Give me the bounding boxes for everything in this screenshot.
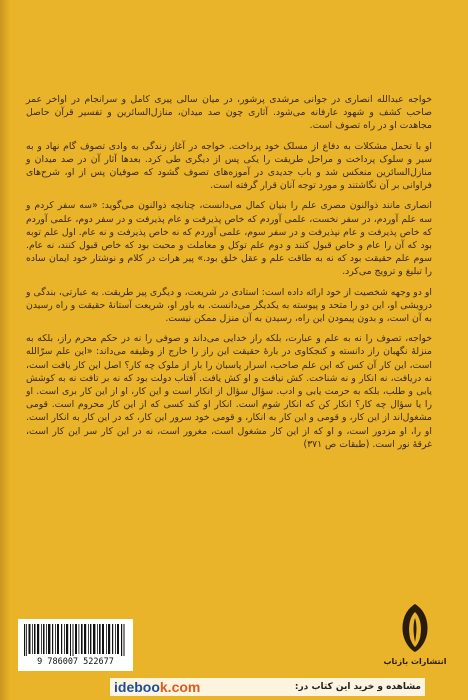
blurb-paragraph-3: انصاری مانند ذوالنون مصری علم را بنیان کمال می‌دانست، چنانچه ذوالنون می‌گوید: «سه سفر کردم و سه علم آوردم، در سفر نخست، علمی آوردم که خاص پذیرفت و عام پذیرفت و در سفر دوم، علمی آوردم که خاص پذیرفت و عام نپذیرفت و در سفر سوم، علمی آوردم که نه خاص پذیرفت و نه عام. اول علم توبه بود که آن را عام و خاص قبول کنند و دوم علم توکل و معاملت و محبت بود که خاص قبول کنند، نه عام. سوم علم حقیقت بود که نه به طاقت علم و عقل خلق بود.» پیر هرات در کلام و نوشتار خود ایمان ساده را تبلیغ و ترویج می‌کرد. — [26, 200, 432, 278]
blurb-paragraph-1: خواجه عبدالله انصاری در جوانی مرشدی پرشور، در میان سالی پیری کامل و سرانجام در اواخر عمر صاحب کشف و شهود عارفانه می‌شود. آثاری چون صد میدان، منازل‌السائرین و تفسیر قرآن حاصل مجاهدت او در راه تصوف است. — [26, 94, 432, 132]
publisher-logo-icon — [393, 600, 437, 656]
watermark-brand-accent: k.com — [159, 679, 201, 695]
spine-edge — [0, 0, 10, 700]
publisher-name: انتشارات بازتاب — [383, 657, 447, 666]
blurb-paragraph-4: او دو وجهه شخصیت از خود ارائه داده است: استادی در شریعت، و دیگری پیر طریقت. به عبارتی، بندگی و درویشی او، این دو را متحد و پیوسته به یکدیگر می‌دانست. به باور او، شریعت آستانهٔ حقیقت و راه رسیدن به آن است، و بدون پیمودن این راه، رسیدن به آن منزل ممکن نیست. — [26, 286, 432, 325]
watermark-brand[interactable] — [114, 679, 200, 695]
watermark-text: مشاهده و خرید این کتاب در: — [294, 682, 421, 692]
isbn-number: 9 786007 522677 — [37, 657, 114, 667]
blurb-paragraph-5: خواجه، تصوف را نه به علم و عبارت، بلکه راز خدایی می‌داند و صوفی را نه در حکم محرم راز، بلکه به منزلهٔ نگهبان راز دانسته و کنجکاوی در بارهٔ حقیقت این راز را خارج از وظیفه می‌داند: «این علم سرّالله است، این کار آن کس که این علم صاحب، اسرار پاسبان را بار از ملوک چه کار؟ اصل این کار یافت است، نه دریافت، نه انکار و نه شناخت. کش نیافت و او کش یافت. آفتاب دولت بود که نه بر تافت نه به کوشش یابی و طلب، بلکه به حرمت یابی و ادب. سؤال سؤال از انکار است و این کار، او از این کار بری است. او را یا سؤال چه کار؟ انکار کن که انکار شوم است. انکار او کند کسی که از این کار محروم است. قومی مشغول‌اند از این کار، و قومی و این کار به انکار، و قومی خود سرور این کار، که در این کار به انکار است. او را، او مزدور است، و او که از این کار مشغول است، مغرور است، نه در این کار سر این کار است، غرقهٔ نور است. (طبقات ص ۳۷۱) — [26, 333, 432, 450]
blurb-text — [26, 93, 432, 458]
watermark-brand-main: ideboo — [114, 679, 160, 695]
blurb-paragraph-2: او با تحمل مشکلات به دفاع از مسلک خود پرداخت. خواجه در آغاز زندگی به وادی تصوف گام نهاد و به سیر و سلوک پرداخت و مراحل طریقت را یکی پس از دیگری طی کرد. بعدها آثار آن در صد میدان و منازل‌السائرین منعکس شد و باب جدیدی در آموزه‌های تصوف گشود که صوفیان پس از او، شرح‌های فراوانی بر آن نگاشتند و مورد توجه آنان قرار گرفته است. — [26, 140, 432, 192]
barcode-icon — [22, 624, 129, 656]
store-watermark[interactable] — [110, 678, 425, 696]
